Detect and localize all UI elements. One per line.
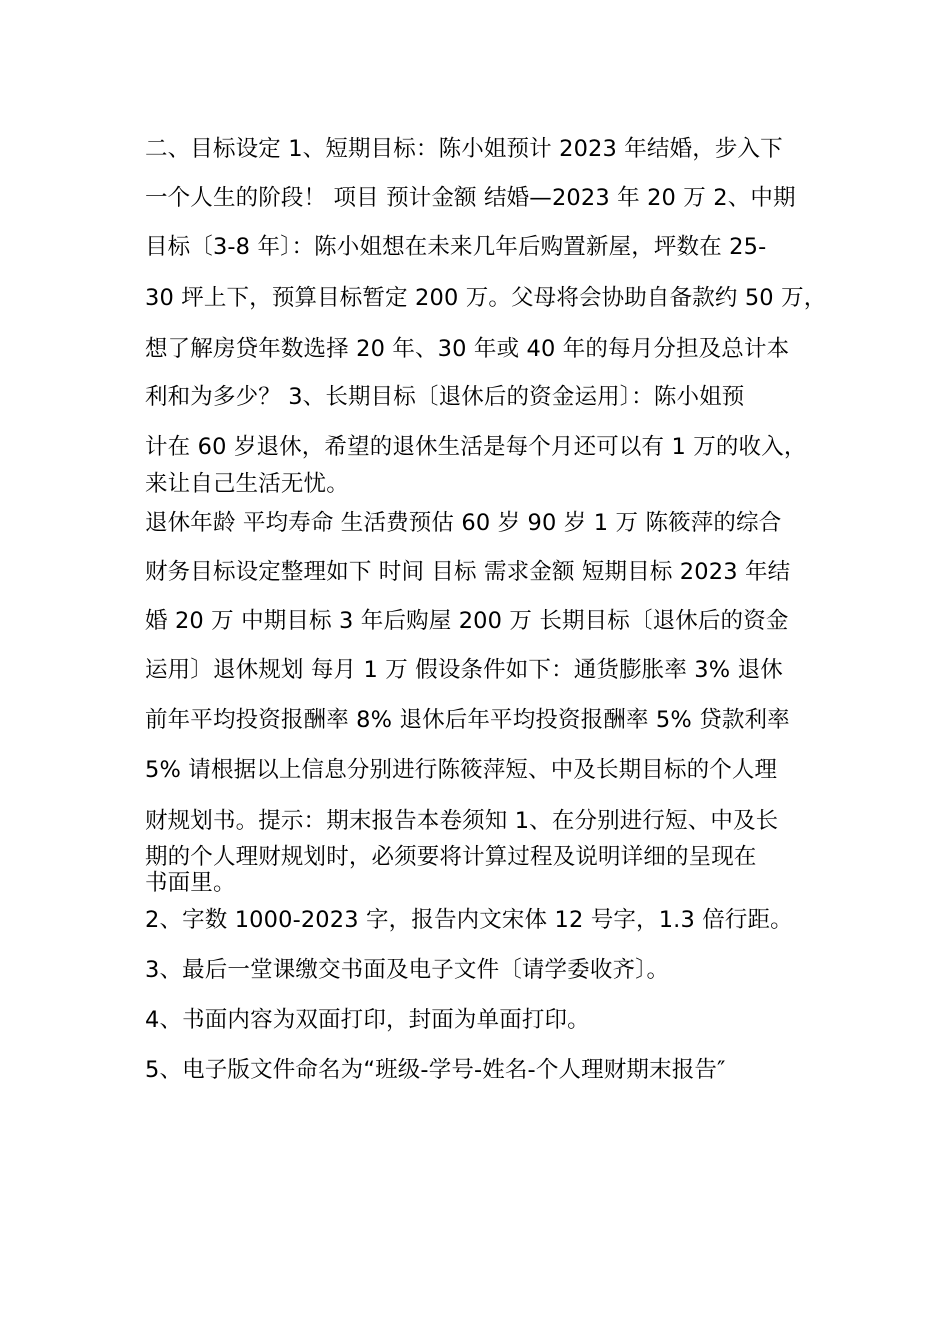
paragraph-2-line-6: 5% 请根据以上信息分别进行陈筱萍短、中及长期目标的个人理	[145, 757, 778, 783]
paragraph-1-line-3: 目标〔3-8 年〕：陈小姐想在未来几年后购置新屋，坪数在 25-	[145, 234, 767, 260]
paragraph-1-line-1: 二、目标设定 1、短期目标：陈小姐预计 2023 年结婚，步入下	[145, 136, 783, 162]
paragraph-2-line-8: 期的个人理财规划时，必须要将计算过程及说明详细的呈现在	[145, 844, 757, 870]
paragraph-1-line-7: 计在 60 岁退休，希望的退休生活是每个月还可以有 1 万的收入，	[145, 434, 807, 460]
note-item-5: 5、电子版文件命名为“班级-学号-姓名-个人理财期末报告″	[145, 1057, 726, 1083]
paragraph-1-line-4: 30 坪上下，预算目标暂定 200 万。父母将会协助自备款约 50 万，	[145, 285, 827, 311]
note-item-4: 4、书面内容为双面打印，封面为单面打印。	[145, 1007, 590, 1033]
paragraph-2-line-5: 前年平均投资报酬率 8% 退休后年平均投资报酬率 5% 贷款利率	[145, 707, 790, 733]
paragraph-1-line-8: 来让自己生活无忧。	[145, 471, 349, 497]
paragraph-2-line-9: 书面里。	[145, 870, 236, 896]
paragraph-2-line-1: 退休年龄 平均寿命 生活费预估 60 岁 90 岁 1 万 陈筱萍的综合	[145, 510, 782, 536]
paragraph-2-line-4: 运用〕退休规划 每月 1 万 假设条件如下：通货膨胀率 3% 退休	[145, 657, 783, 683]
note-item-2: 2、字数 1000-2023 字，报告内文宋体 12 号字，1.3 倍行距。	[145, 907, 793, 933]
paragraph-1-line-6: 利和为多少？ 3、长期目标〔退休后的资金运用〕：陈小姐预	[145, 384, 745, 410]
paragraph-1-line-5: 想了解房贷年数选择 20 年、30 年或 40 年的每月分担及总计本	[145, 336, 790, 362]
note-item-3: 3、最后一堂课缴交书面及电子文件〔请学委收齐〕。	[145, 957, 670, 983]
paragraph-2-line-2: 财务目标设定整理如下 时间 目标 需求金额 短期目标 2023 年结	[145, 559, 791, 585]
paragraph-2-line-7: 财规划书。提示：期末报告本卷须知 1、在分别进行短、中及长	[145, 808, 779, 834]
paragraph-2-line-3: 婚 20 万 中期目标 3 年后购屋 200 万 长期目标〔退休后的资金	[145, 608, 789, 634]
paragraph-1-line-2: 一个人生的阶段！ 项目 预计金额 结婚—2023 年 20 万 2、中期	[145, 185, 796, 211]
